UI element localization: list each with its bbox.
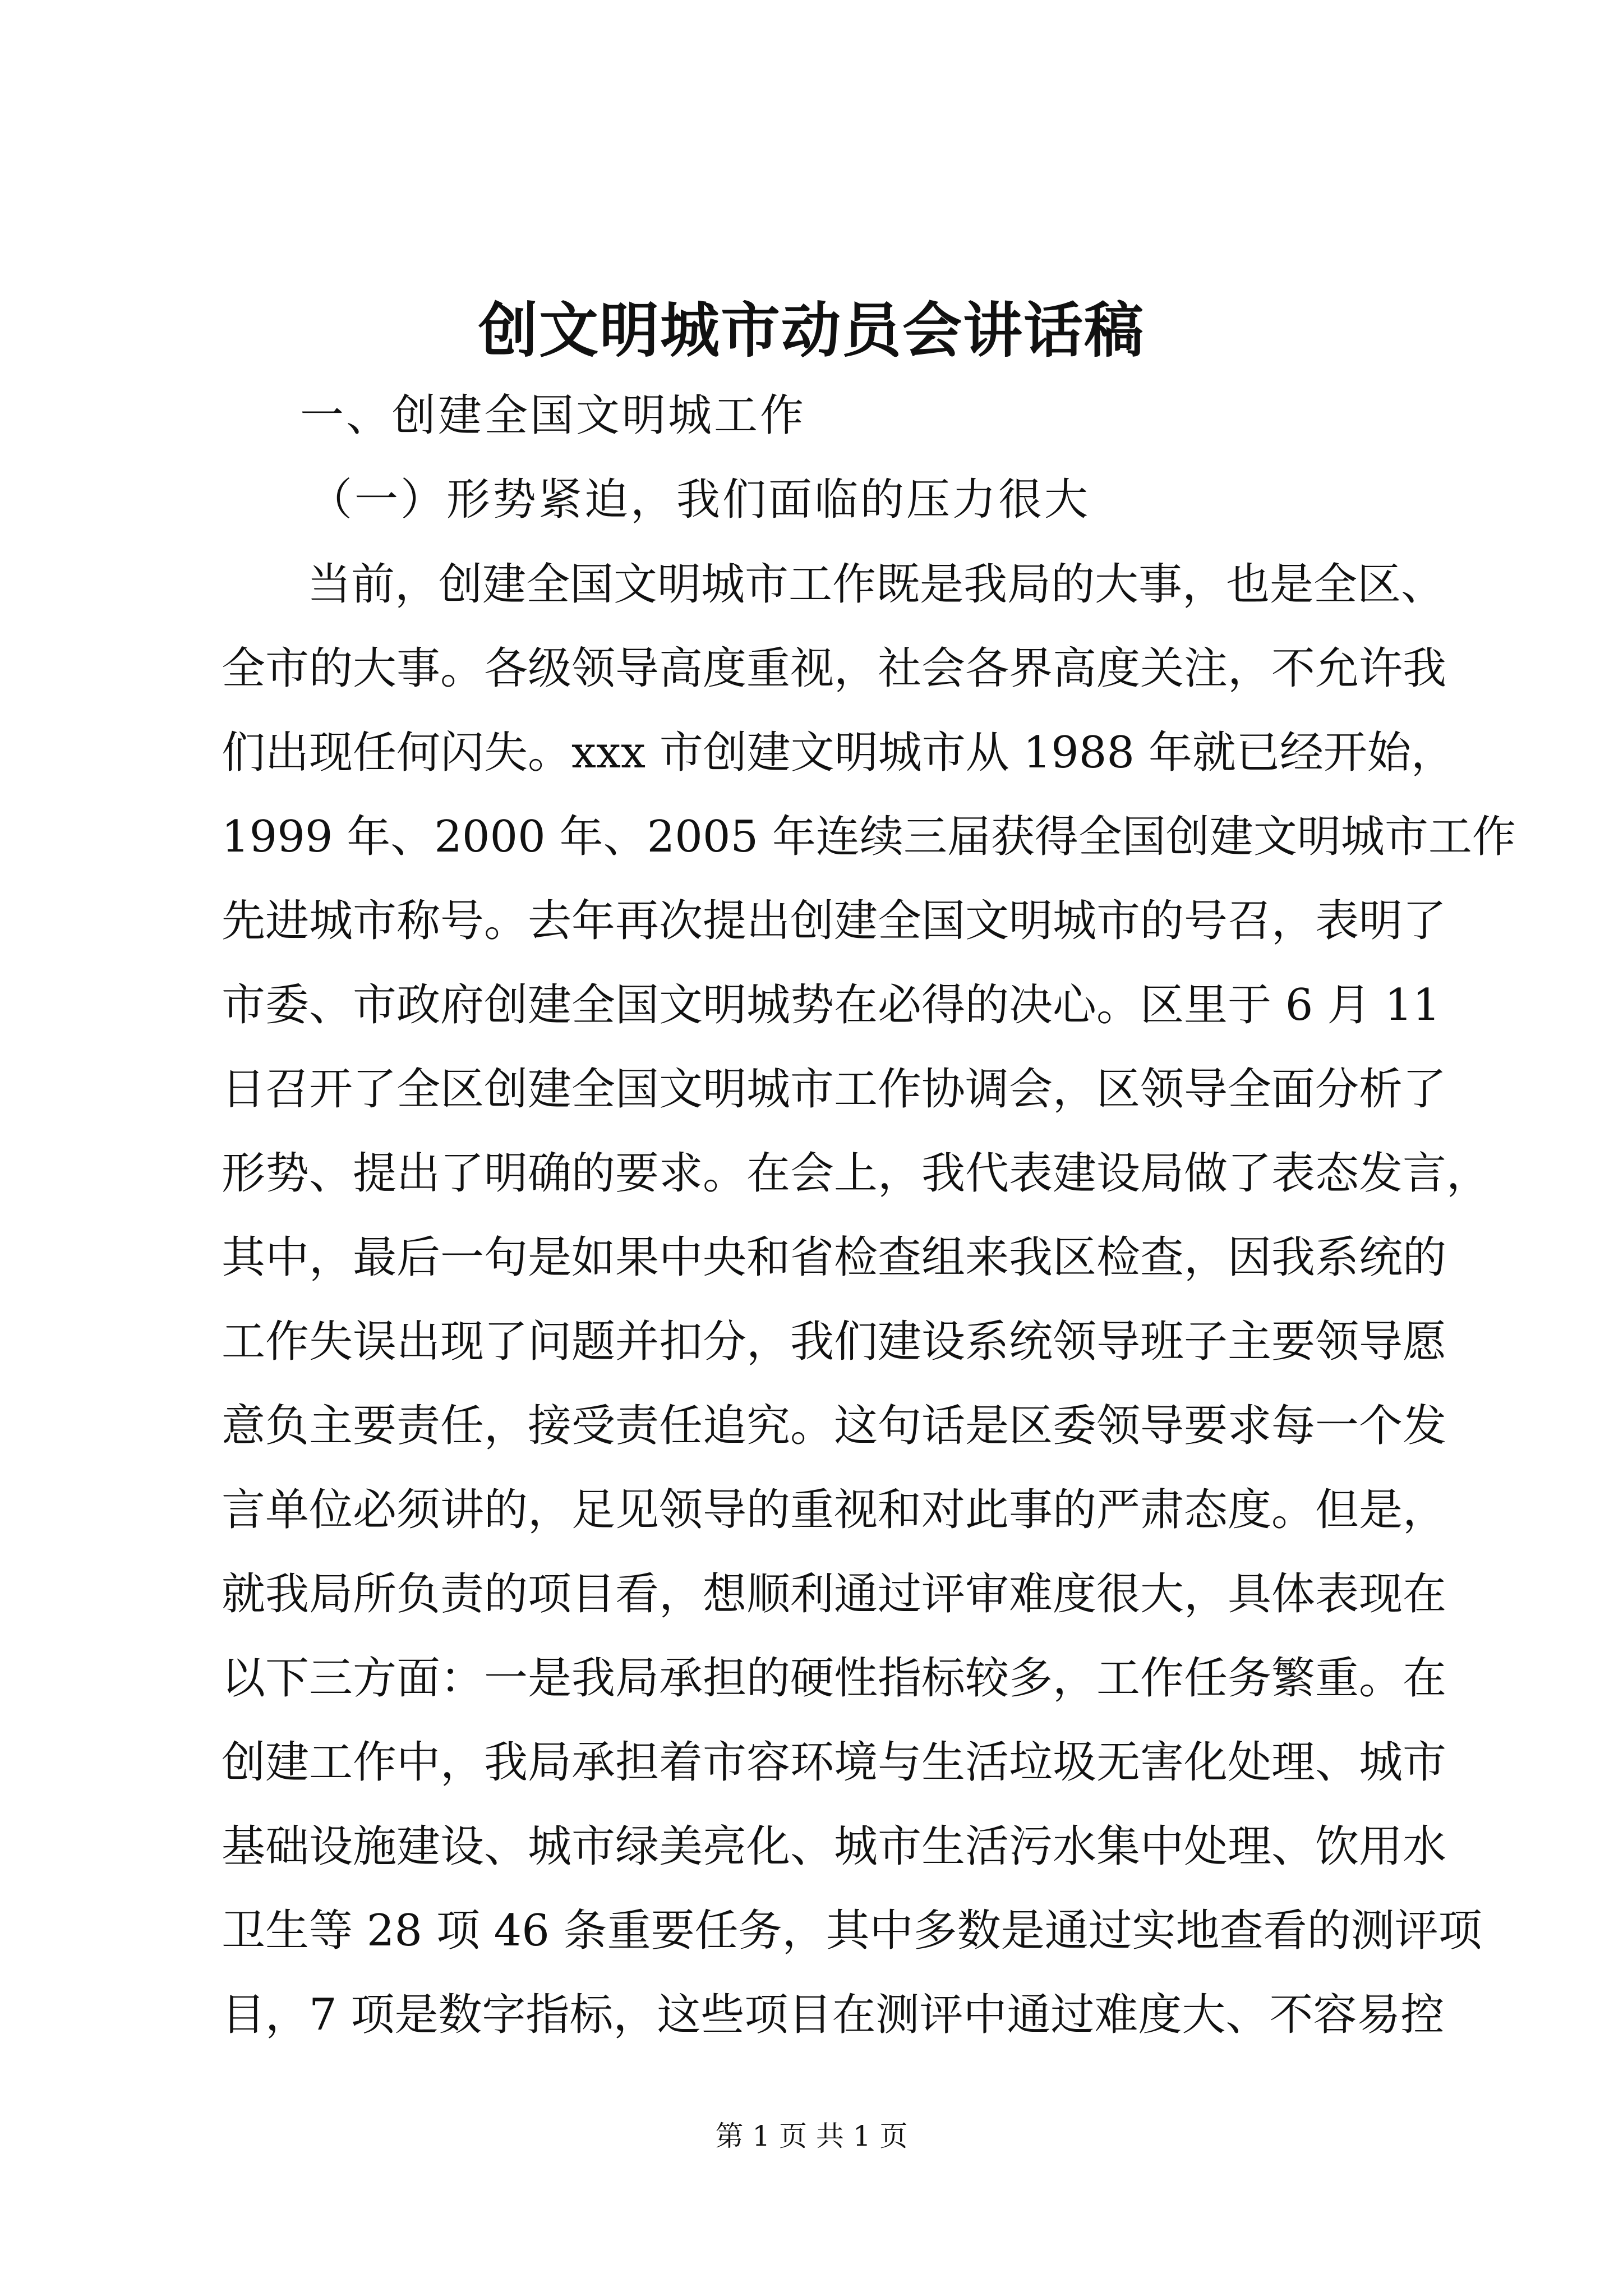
section-heading: 一、创建全国文明城工作	[300, 390, 806, 441]
paragraph-line: 市委、市政府创建全国文明城势在必得的决心。区里于 6 月 11	[222, 980, 1441, 1030]
paragraph-line: 创建工作中，我局承担着市容环境与生活垃圾无害化处理、城市	[222, 1737, 1447, 1788]
paragraph-line: 日召开了全区创建全国文明城市工作协调会，区领导全面分析了	[222, 1064, 1447, 1115]
paragraph-line: 其中，最后一句是如果中央和省检查组来我区检查，因我系统的	[222, 1232, 1447, 1283]
paragraph-line: 目，7 项是数字指标，这些项目在测评中通过难度大、不容易控	[222, 1990, 1445, 2040]
paragraph-line: 们出现任何闪失。xxx 市创建文明城市从 1988 年就已经开始，	[222, 728, 1455, 778]
paragraph-line: 全市的大事。各级领导高度重视，社会各界高度关注，不允许我	[222, 643, 1447, 694]
paragraph-line: 当前，创建全国文明城市工作既是我局的大事，也是全区、	[307, 559, 1445, 610]
subsection-heading: （一）形势紧迫，我们面临的压力很大	[308, 475, 1091, 525]
paragraph-line: 以下三方面：一是我局承担的硬性指标较多，工作任务繁重。在	[222, 1653, 1447, 1704]
paragraph-line: 就我局所负责的项目看，想顺利通过评审难度很大，具体表现在	[222, 1569, 1447, 1619]
paragraph-line: 基础设施建设、城市绿美亮化、城市生活污水集中处理、饮用水	[222, 1821, 1447, 1872]
paragraph-line: 形势、提出了明确的要求。在会上，我代表建设局做了表态发言，	[222, 1148, 1491, 1199]
paragraph-line: 工作失误出现了问题并扣分，我们建设系统领导班子主要领导愿	[222, 1317, 1447, 1367]
paragraph-line: 先进城市称号。去年再次提出创建全国文明城市的号召，表明了	[222, 896, 1447, 946]
paragraph-line: 卫生等 28 项 46 条重要任务，其中多数是通过实地查看的测评项	[222, 1906, 1482, 1956]
page-footer: 第 1 页 共 1 页	[715, 2120, 908, 2152]
paragraph-line: 言单位必须讲的，足见领导的重视和对此事的严肃态度。但是，	[222, 1485, 1447, 1535]
document-title: 创文明城市动员会讲话稿	[478, 295, 1145, 365]
paragraph-line: 1999 年、2000 年、2005 年连续三届获得全国创建文明城市工作	[222, 812, 1516, 862]
paragraph-line: 意负主要责任，接受责任追究。这句话是区委领导要求每一个发	[222, 1401, 1447, 1451]
